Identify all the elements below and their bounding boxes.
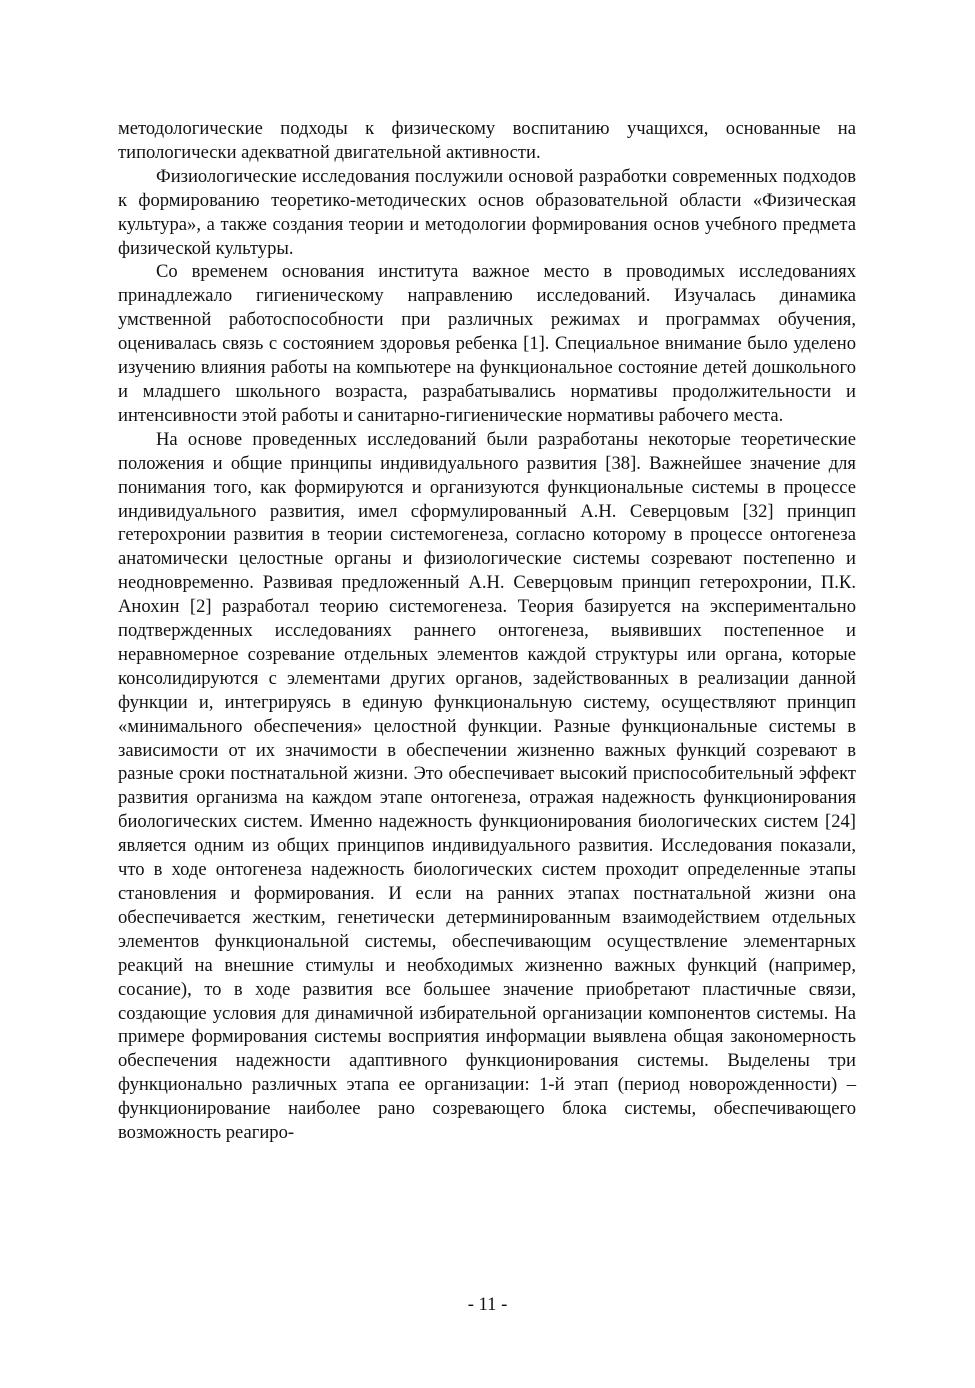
paragraph-systemogenesis: На основе проведенных исследований были разработаны некоторые теоретические положения и общие принципы индивидуального развития [38]. Важнейшее значение для понимания того, как формируются и организуются функциональные системы в процессе индивидуального развития, имел сформулированный А.Н. Северцовым [32] принцип гетерохронии развития в теории системогенеза, согласно которому в процессе онтогенеза анатомически целостные органы и физиологические системы созревают постепенно и неодновременно. Развивая предложенный А.Н. Северцовым принцип гетерохронии, П.К. Анохин [2] разработал теорию системогенеза. Теория базируется на экспериментально подтвержденных исследованиях раннего онтогенеза, выявивших постепенное и неравномерное созревание отдельных элементов каждой структуры или органа, которые консолидируются с элементами других органов, задействованных в реализации данной функции и, интегрируясь в единую функциональную систему, осуществляют принцип «минимального обеспечения» целостной функции. Разные функциональные системы в зависимости от их значимости в обеспечении жизненно важных функций созревают в разные сроки постнатальной жизни. Это обеспечивает высокий приспособительный эффект развития организма на каждом этапе онтогенеза, отражая надежность функционирования биологических систем. Именно надежность функционирования биологических систем [24] является одним из общих принципов индивидуального развития. Исследования показали, что в ходе онтогенеза надежность биологических систем проходит определенные этапы становления и формирования. И если на ранних этапах постнатальной жизни она обеспечивается жестким, генетически детерминированным взаимодействием отдельных элементов функциональной системы, обеспечивающим осуществление элементарных реакций на внешние стимулы и необходимых жизненно важных функций (например, сосание), то в ходе развития все большее значение приобретают пластичные связи, создающие условия для динамичной избирательной организации компонентов системы. На примере формирования системы восприятия информации выявлена общая закономерность обеспечения надежности адаптивного функционирования системы. Выделены три функционально различных этапа ее организации: 1-й этап (период новорожденности) – функционирование наиболее рано созревающего блока системы, обеспечивающего возможность реагиро- — [118, 428, 856, 1144]
paragraph-physiological-research: Физиологические исследования послужили основой разработки современных подходов к формированию теоретико-методических основ образовательной области «Физическая культура», а также создания теории и методологии формирования основ учебного предмета физической культуры. — [118, 165, 856, 259]
paragraph-hygiene-research: Со временем основания института важное место в проводимых исследованиях принадлежало гигиеническому направлению исследований. Изучалась динамика умственной работоспособности при различных режимах и программах обучения, оценивалась связь с состоянием здоровья ребенка [1]. Специальное внимание было уделено изучению влияния работы на компьютере на функциональное состояние детей дошкольного и младшего школьного возраста, разрабатывались нормативы продолжительности и интенсивности этой работы и санитарно-гигиенические нормативы рабочего места. — [118, 261, 856, 426]
body-text — [118, 117, 856, 1145]
page-number: - 11 - — [467, 1294, 508, 1315]
paragraph-continuation: методологические подходы к физическому воспитанию учащихся, основанные на типологически адекватной двигательной активности. — [118, 118, 856, 163]
